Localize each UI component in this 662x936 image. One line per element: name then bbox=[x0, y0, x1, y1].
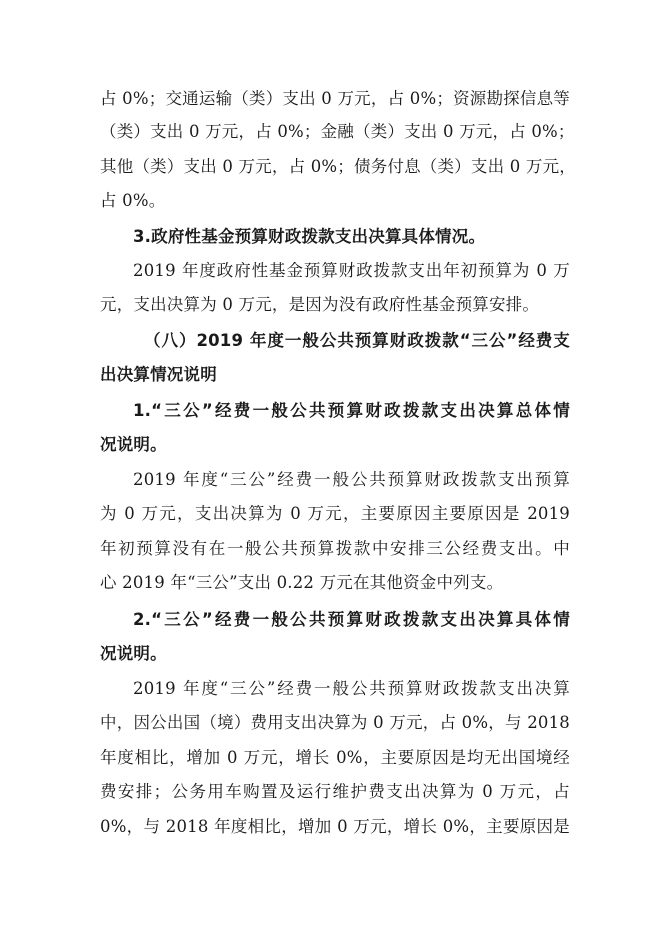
subsection-heading-detail: 2.“三公”经费一般公共预算财政拨款支出决算具体情 bbox=[133, 610, 570, 629]
paragraph-line: 费安排；公务用车购置及运行维护费支出决算为 0 万元，占 bbox=[100, 782, 570, 801]
paragraph-line: 中，因公出国（境）费用支出决算为 0 万元，占 0%，与 2018 bbox=[100, 713, 570, 732]
paragraph-line: 2019 年度“三公”经费一般公共预算财政拨款支出预算 bbox=[133, 470, 570, 489]
paragraph-line: 占 0%；交通运输（类）支出 0 万元，占 0%；资源勘探信息等 bbox=[100, 89, 570, 108]
subsection-heading-detail: 况说明。 bbox=[100, 644, 167, 663]
section-heading-eight: 出决算情况说明 bbox=[100, 365, 217, 384]
paragraph-line: 年度相比，增加 0 万元，增长 0%，主要原因是均无出国境经 bbox=[100, 748, 570, 767]
paragraph-line: 0%，与 2018 年度相比，增加 0 万元，增长 0%，主要原因是 bbox=[100, 817, 570, 836]
paragraph-line: 2019 年度政府性基金预算财政拨款支出年初预算为 0 万 bbox=[133, 261, 570, 280]
paragraph-line: （类）支出 0 万元，占 0%；金融（类）支出 0 万元，占 0%； bbox=[100, 122, 575, 141]
subsection-heading-overall: 况说明。 bbox=[100, 435, 167, 454]
paragraph-line: 2019 年度“三公”经费一般公共预算财政拨款支出决算 bbox=[133, 679, 570, 698]
section-heading-eight: （八）2019 年度一般公共预算财政拨款“三公”经费支 bbox=[144, 331, 570, 350]
paragraph-line: 心 2019 年“三公”支出 0.22 万元在其他资金中列支。 bbox=[100, 573, 504, 592]
paragraph-line: 元，支出决算为 0 万元，是因为没有政府性基金预算安排。 bbox=[100, 295, 540, 314]
paragraph-line: 其他（类）支出 0 万元，占 0%；债务付息（类）支出 0 万元， bbox=[100, 157, 576, 176]
paragraph-line: 占 0%。 bbox=[100, 191, 166, 210]
section-heading-gov-fund: 3.政府性基金预算财政拨款支出决算具体情况。 bbox=[133, 227, 486, 246]
paragraph-line: 年初预算没有在一般公共预算拨款中安排三公经费支出。中 bbox=[100, 539, 570, 558]
paragraph-line: 为 0 万元，支出决算为 0 万元，主要原因主要原因是 2019 bbox=[100, 504, 570, 523]
subsection-heading-overall: 1.“三公”经费一般公共预算财政拨款支出决算总体情 bbox=[133, 401, 570, 420]
